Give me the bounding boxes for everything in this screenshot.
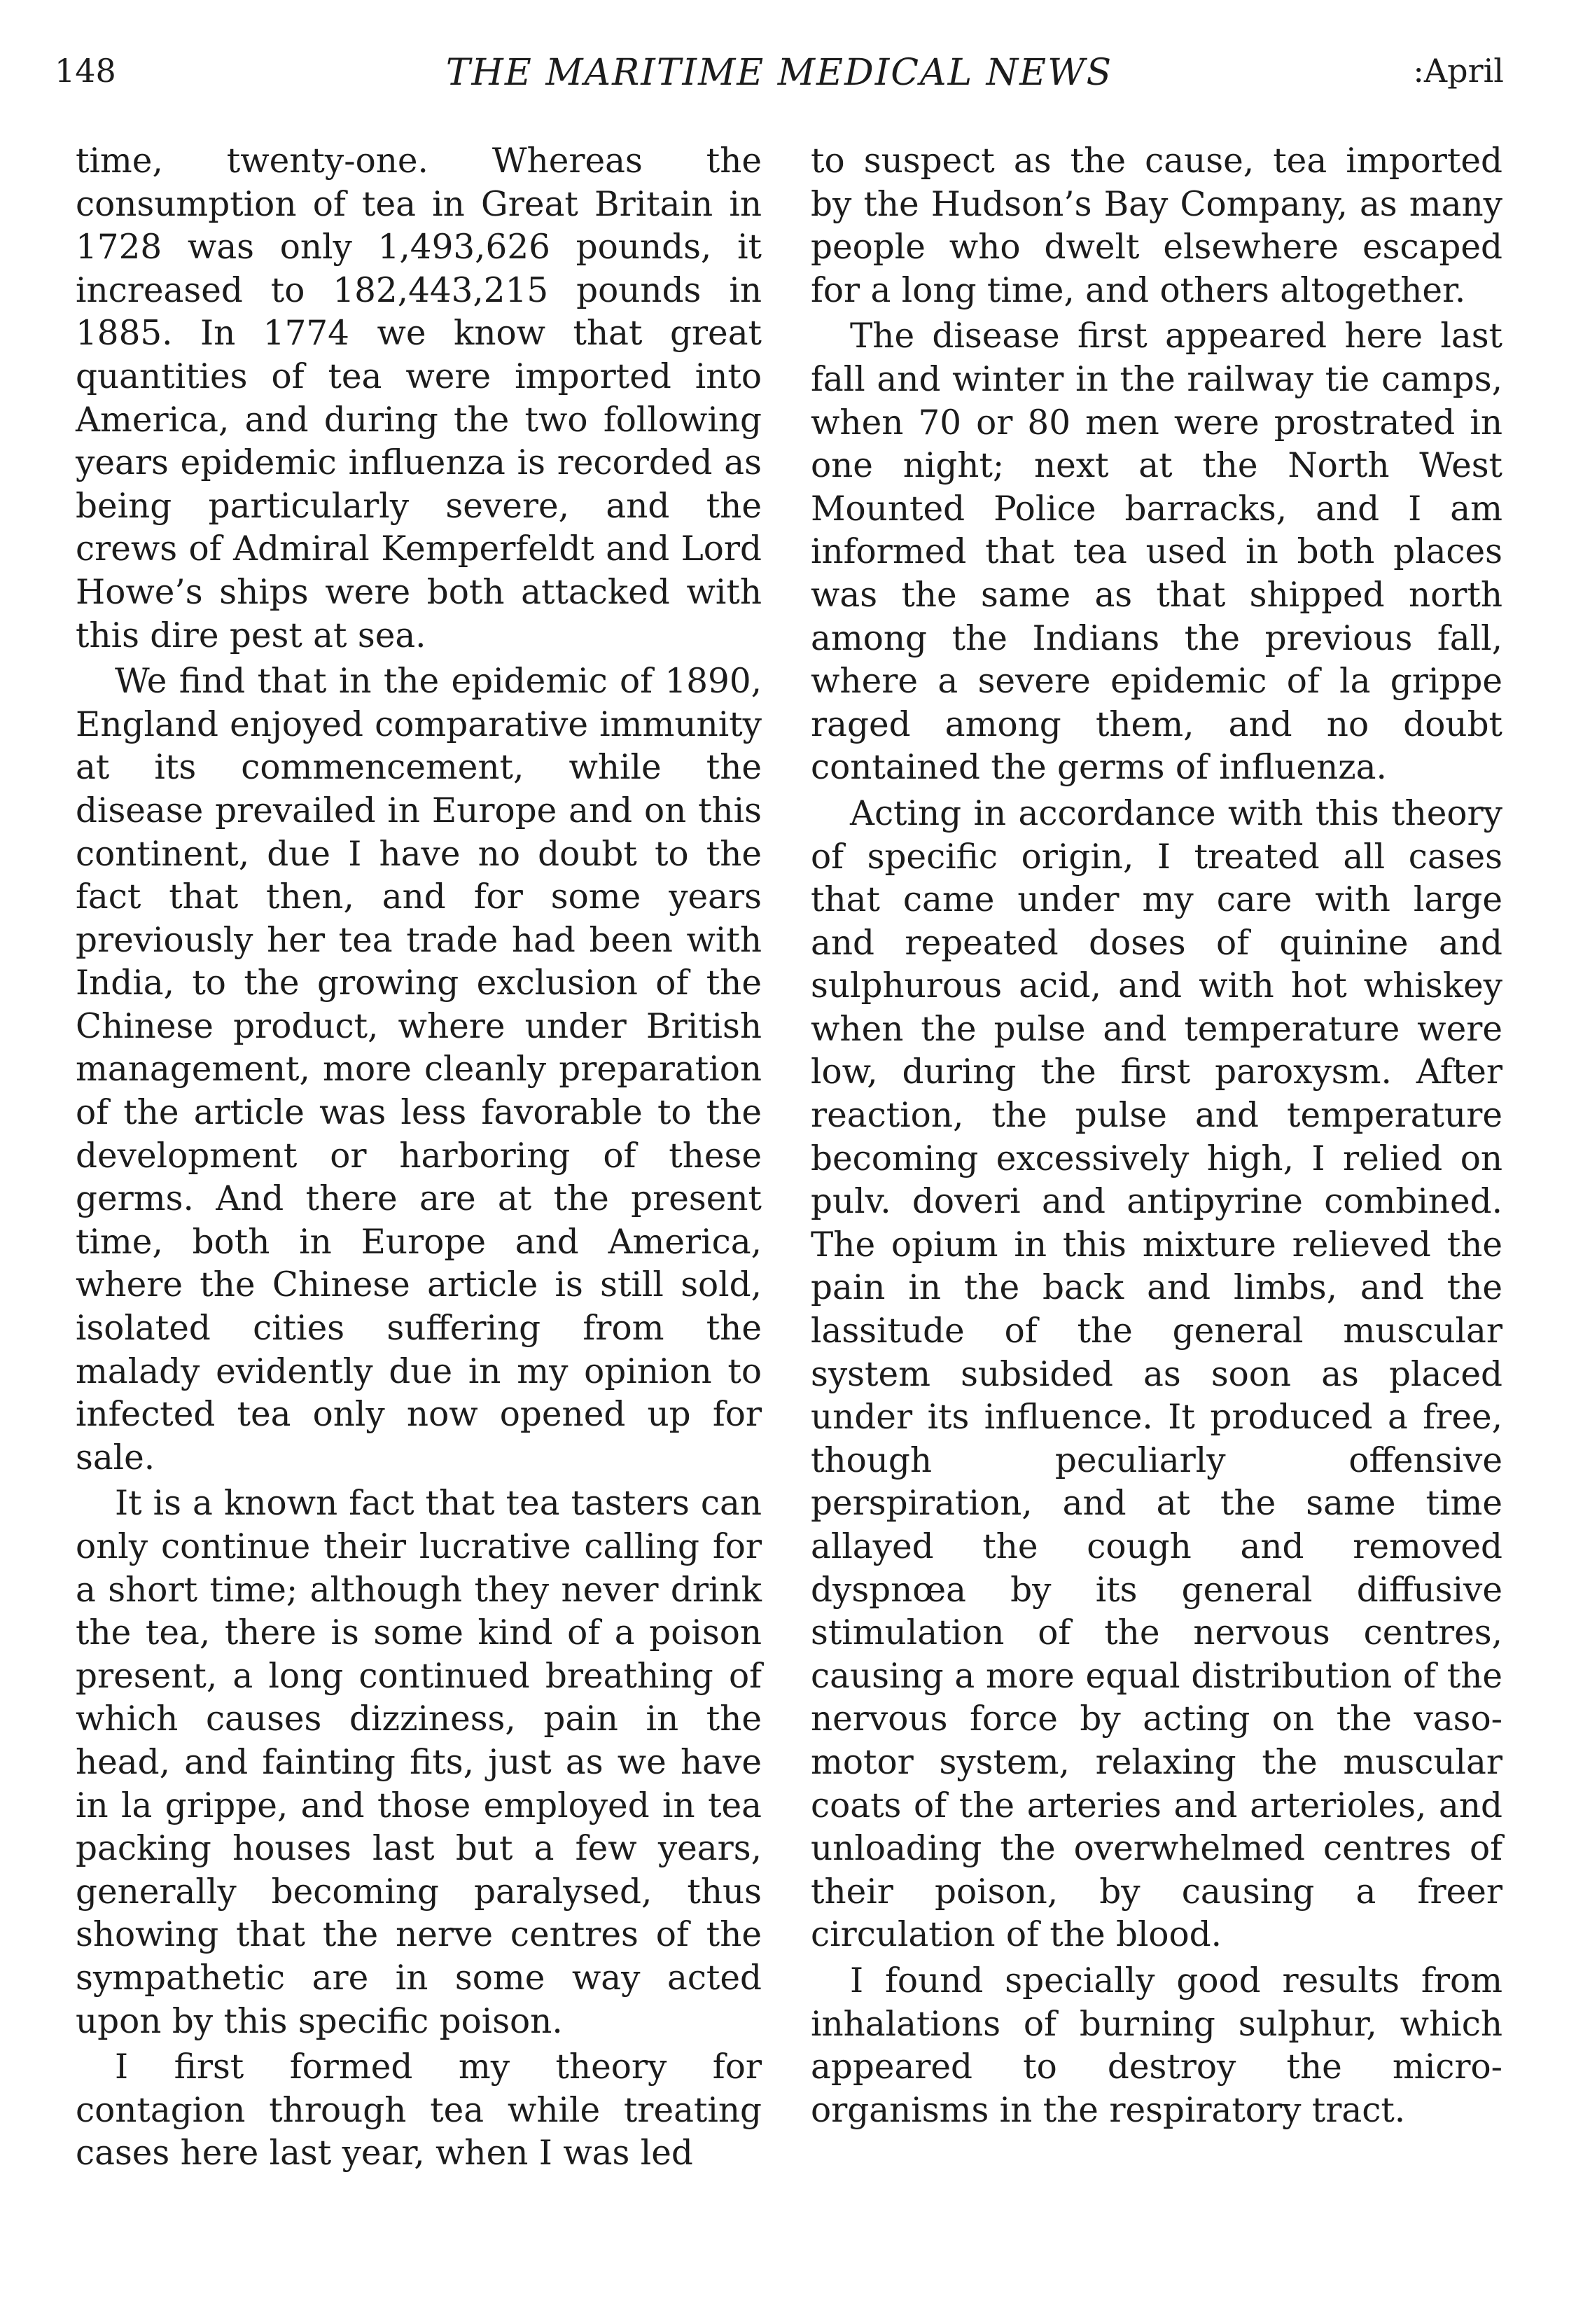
left-column — [76, 140, 762, 2178]
journal-title: THE MARITIME MEDICAL NEWS — [445, 52, 1113, 94]
paragraph: We find that in the epidemic of 1890, England enjoyed comparative immunity at its commencement, while the disease prevailed in Europe and on this continent, due I have no doubt to the fact that then, and for some years previously her tea trade had been with India, to the growing exclusion of the Chinese product, where under British management, more cleanly preparation of the article was less favorable to the development or harboring of these germs. And there are at the present time, both in Europe and America, where the Chinese article is still sold, isolated cities suffering from the malady evidently due in my opinion to infected tea only now opened up for sale. — [76, 662, 762, 1477]
issue-month: :April — [1413, 52, 1504, 90]
paragraph: The disease first appeared here last fall and winter in the railway tie camps, when 70 or 80 men were prostrated in one night; next at the North West Mounted Police barracks, and I am informed that tea used in both places was the same as that shipped north among the Indians the previous fall, where a severe epidemic of la grippe raged among them, and no doubt contained the germs of influenza. — [811, 316, 1502, 788]
page-header — [55, 43, 1504, 106]
paragraph: I first formed my theory for contagion through tea while treating cases here last year, when I was led — [76, 2047, 762, 2173]
paragraph: Acting in accordance with this theory of specific origin, I treated all cases that came under my care with large and repeated doses of quinine and sulphurous acid, and with hot whiskey when the pulse and temperature were low, during the first paroxysm. After reaction, the pulse and temperature becoming excessively high, I relied on pulv. doveri and antipyrine combined. The opium in this mixture relieved the pain in the back and limbs, and the lassitude of the general muscular system subsided as soon as placed under its influence. It produced a free, though peculiarly offensive perspiration, and at the same time allayed the cough and removed dyspnœa by its general diffusive stimulation of the nervous centres, causing a more equal distribution of the nervous force by acting on the vaso-motor system, relaxing the muscular coats of the arteries and arterioles, and unloading the overwhelmed centres of their poison, by causing a freer circulation of the blood. — [811, 793, 1502, 1955]
paragraph: It is a known fact that tea tasters can only continue their lucrative calling for a short time; although they never drink the tea, there is some kind of a poison present, a long continued breathing of which causes dizziness, pain in the head, and fainting fits, just as we have in la grippe, and those employed in tea packing houses last but a few years, generally becoming paralysed, thus showing that the nerve centres of the sympathetic are in some way acted upon by this specific poison. — [76, 1484, 762, 2041]
page-number: 148 — [55, 52, 116, 90]
paragraph: time, twenty-one. Whereas the consumption of tea in Great Britain in 1728 was only 1,493,626 pounds, it increased to 182,443,215 pounds in 1885. In 1774 we know that great quantities of tea were imported into America, and during the two following years epidemic influenza is recorded as being particularly severe, and the crews of Admiral Kemperfeldt and Lord Howe’s ships were both attacked with this dire pest at sea. — [76, 141, 762, 655]
paragraph: I found specially good results from inhalations of burning sulphur, which appeared to destroy the micro-organisms in the respiratory tract. — [811, 1961, 1502, 2130]
right-column — [811, 140, 1502, 2135]
paragraph: to suspect as the cause, tea imported by the Hudson’s Bay Company, as many people who dwelt elsewhere escaped for a long time, and others altogether. — [811, 141, 1502, 310]
